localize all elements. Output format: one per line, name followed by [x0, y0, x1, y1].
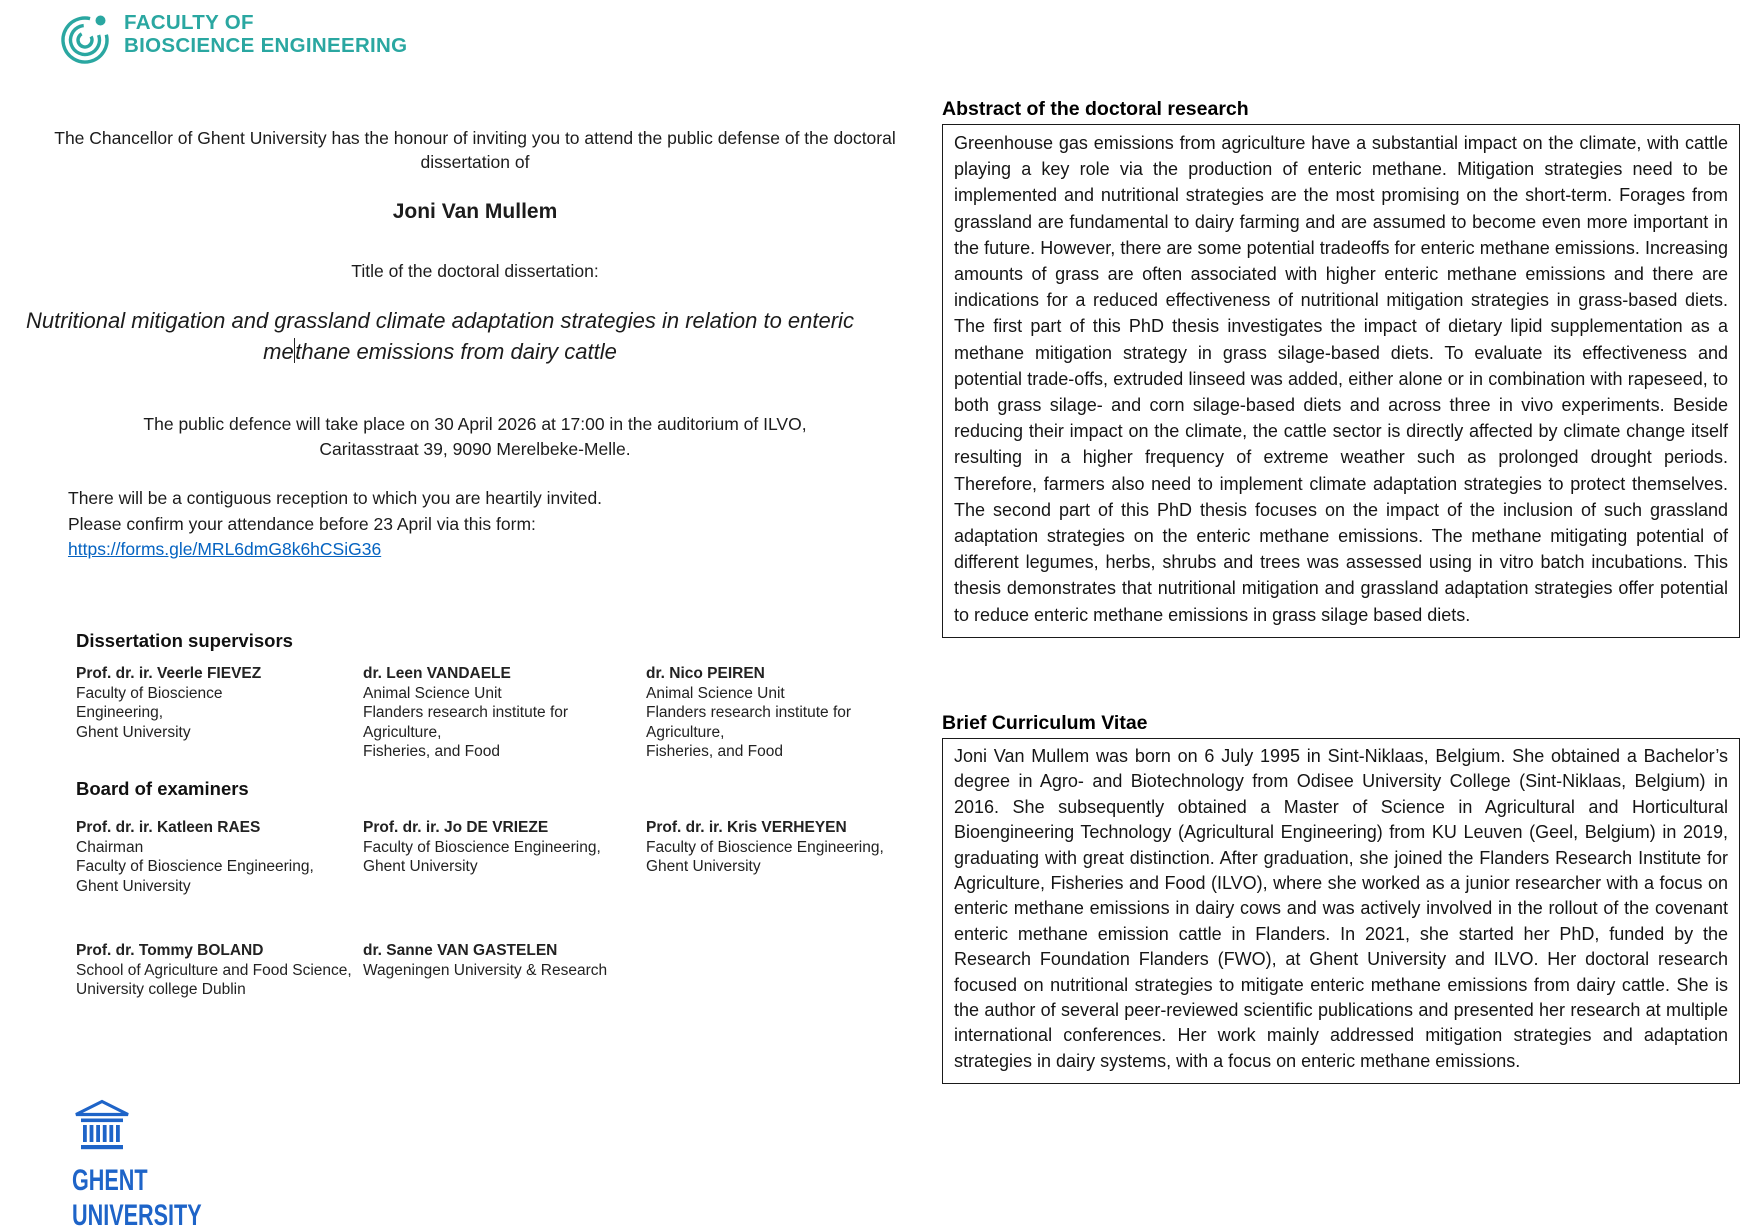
- person-name: Prof. dr. Tommy BOLAND: [76, 942, 264, 959]
- person-line: School of Agriculture and Food Science,: [76, 961, 352, 979]
- person-line: Wageningen University & Research: [363, 961, 608, 979]
- person-name: Prof. dr. ir. Katleen RAES: [76, 819, 261, 836]
- examiner-entry: [76, 941, 363, 1000]
- examiners-heading: Board of examiners: [76, 778, 249, 799]
- dissertation-title-line2: [0, 336, 880, 367]
- reception-line1: There will be a contiguous reception to which you are heartily invited.: [68, 488, 603, 508]
- person-line: Faculty of Bioscience: [76, 684, 223, 702]
- person-line: Ghent University: [646, 858, 761, 875]
- person-line: University college Dublin: [76, 981, 246, 998]
- person-line: Faculty of Bioscience Engineering,: [646, 838, 884, 856]
- faculty-logo: [58, 8, 407, 71]
- examiners-grid-row1: [76, 818, 906, 896]
- ghent-logo-line1: GHENT: [72, 1164, 148, 1197]
- supervisor-entry: [646, 664, 906, 762]
- person-line: Fisheries, and Food: [646, 743, 783, 760]
- ghent-university-temple-icon: [72, 1143, 132, 1160]
- person-name: Prof. dr. ir. Veerle FIEVEZ: [76, 665, 262, 682]
- defence-info-line1: The public defence will take place on 30 April 2026 at 17:00 in the auditorium of ILVO,: [143, 414, 807, 434]
- abstract-heading: Abstract of the doctoral research: [942, 98, 1249, 120]
- faculty-logo-line1: FACULTY OF: [124, 11, 254, 34]
- examiners-grid-row2: [76, 941, 906, 1000]
- person-line: Animal Science Unit: [363, 684, 502, 702]
- person-line: Animal Science Unit: [646, 684, 785, 702]
- dissertation-title-line1: Nutritional mitigation and grassland climate adaptation strategies in relation to enteric: [26, 308, 854, 333]
- person-line: Ghent University: [76, 877, 191, 895]
- supervisor-entry: [76, 664, 363, 762]
- person-name: Prof. dr. ir. Jo DE VRIEZE: [363, 819, 549, 836]
- person-line: Faculty of Bioscience Engineering,: [363, 838, 601, 856]
- examiner-entry: [76, 818, 363, 896]
- supervisor-entry: [363, 664, 646, 762]
- cv-heading: Brief Curriculum Vitae: [942, 712, 1148, 734]
- supervisors-grid: [76, 664, 906, 762]
- person-line: Flanders research institute for Agriculture,: [646, 704, 852, 741]
- dissertation-title: [0, 305, 880, 367]
- person-name: dr. Sanne VAN GASTELEN: [363, 942, 558, 959]
- candidate-name: Joni Van Mullem: [392, 200, 558, 223]
- person-line: Flanders research institute for Agriculture,: [363, 704, 569, 741]
- cv-box: Joni Van Mullem was born on 6 July 1995 in Sint-Niklaas, Belgium. She obtained a Bachelor’s degree in Agro- and Biotechnology from Odisee University College (Sint-Niklaas, Belgium) in 2016. She subsequently obtained a Master of Science in Agricultural and Horticultural Bioengineering Technology (Agricultural Engineering) from KU Leuven (Geel, Belgium) in 2019, graduating with great distinction. After graduation, she joined the Flanders Research Institute for Agriculture, Fisheries and Food (ILVO), where she worked as a junior researcher with a focus on enteric methane emissions in dairy cows and was actively involved in the rollout of the covenant enteric methane emission cattle in Flanders. In 2021, she started her PhD, funded by the Research Foundation Flanders (FWO), at Ghent University and ILVO. Her doctoral research focused on nutritional strategies to mitigate enteric methane emissions from dairy cattle. She is the author of several peer-reviewed scientific publications and presented her research at multiple international conferences. Her work mainly addressed mitigation strategies and adaptation strategies in dairy systems, with a focus on enteric methane emissions.: [942, 738, 1740, 1084]
- ghent-university-logo: [72, 1098, 252, 1231]
- person-line: Ghent University: [76, 723, 191, 741]
- dissertation-title-label: Title of the doctoral dissertation:: [351, 261, 599, 281]
- reception-info: [68, 486, 602, 563]
- person-line: Ghent University: [363, 858, 478, 875]
- title-text-before-caret: me: [263, 339, 294, 364]
- faculty-logo-line2: BIOSCIENCE ENGINEERING: [124, 34, 408, 57]
- person-name: Prof. dr. ir. Kris VERHEYEN: [646, 819, 847, 836]
- invitation-intro: The Chancellor of Ghent University has the honour of inviting you to attend the public defense of the doctoral dissertation of: [54, 128, 896, 172]
- supervisors-heading: Dissertation supervisors: [76, 630, 293, 651]
- person-line: Faculty of Bioscience Engineering,: [76, 858, 314, 875]
- person-name: dr. Leen VANDAELE: [363, 665, 511, 682]
- defence-info-line2: Caritasstraat 39, 9090 Merelbeke-Melle.: [319, 439, 631, 459]
- person-line: Engineering,: [76, 704, 164, 721]
- person-line: Fisheries, and Food: [363, 743, 500, 760]
- faculty-bioscience-logo-icon: [58, 8, 114, 71]
- reception-line2: Please confirm your attendance before 23 April via this form:: [68, 513, 536, 534]
- person-name: dr. Nico PEIREN: [646, 665, 765, 682]
- examiner-entry: [363, 818, 646, 896]
- title-text-after-caret: thane emissions from dairy cattle: [295, 339, 617, 364]
- person-line: Chairman: [76, 838, 144, 856]
- examiner-entry: [363, 941, 646, 1000]
- ghent-logo-line2: UNIVERSITY: [72, 1199, 202, 1232]
- examiner-entry: [646, 818, 906, 896]
- abstract-box: Greenhouse gas emissions from agriculture have a substantial impact on the climate, with cattle playing a key role via the production of enteric methane. Mitigation strategies need to be implemented and nutritional strategies are the most promising on the short-term. Forages from grassland are fundamental to dairy farming and are assumed to become even more important in the future. However, there are some potential tradeoffs for enteric methane emissions. Increasing amounts of grass are often associated with higher enteric methane emissions and there are indications for a reduced effectiveness of nutritional mitigation strategies in grass-based diets. The first part of this PhD thesis investigates the impact of dietary lipid supplementation as a methane mitigation strategy in grass silage-based diets. To evaluate its effectiveness and potential trade-offs, extruded linseed was added, either alone or in combination with rapeseed, to both grass silage- and corn silage-based diets and across three in vivo experiments. Beside reducing their impact on the climate, the cattle sector is directly affected by climate change itself resulting in a higher frequency of extreme weather such as prolonged drought periods. Therefore, farmers also need to implement climate adaptation strategies to protect themselves. The second part of this PhD thesis focuses on the impact of the inclusion of such grassland adaptation strategies on the enteric methane emissions. The methane mitigating potential of different legumes, herbs, shrubs and trees was assessed using in vitro batch incubations. This thesis demonstrates that nutritional mitigation and grassland adaptation strategies offer potential to reduce enteric methane emissions in grass silage based diets.: [942, 124, 1740, 638]
- defence-info: [35, 412, 915, 462]
- confirmation-form-link[interactable]: https://forms.gle/MRL6dmG8k6hCSiG36: [68, 539, 382, 559]
